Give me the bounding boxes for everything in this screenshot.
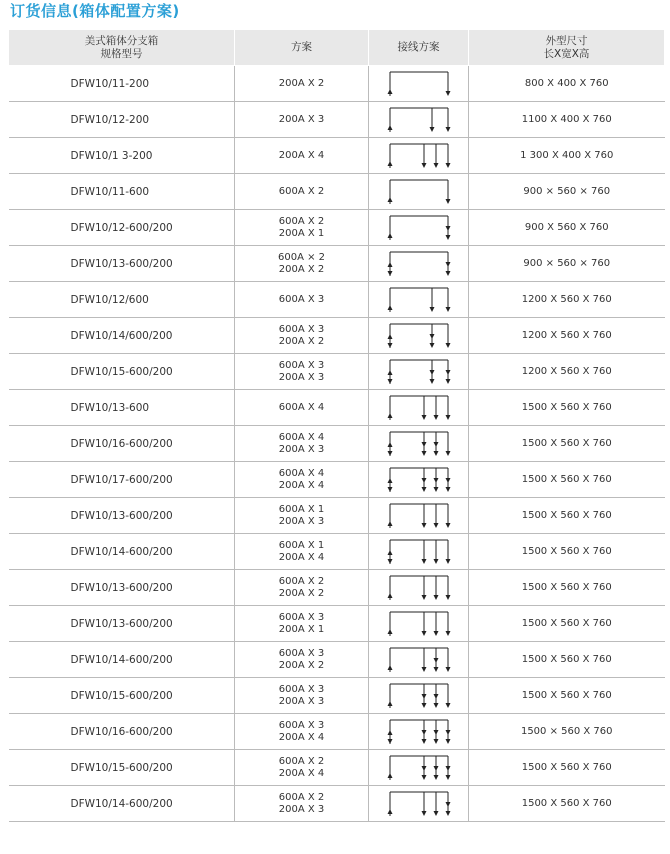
outgoing-arrow-icon [445, 343, 450, 348]
wiring-diagram-icon [384, 609, 454, 639]
incoming-arrow-icon [387, 739, 392, 744]
scheme-line: 600A X 4 [278, 401, 325, 413]
outgoing-arrow-icon [445, 703, 450, 708]
size-cell: 1500 X 560 X 760 [469, 570, 665, 606]
outgoing-arrow-icon [421, 559, 426, 564]
outgoing-arrow-icon [433, 478, 438, 483]
wiring-diagram-icon [384, 141, 454, 171]
wiring-diagram-icon [384, 573, 454, 603]
scheme-cell [235, 246, 369, 282]
outgoing-arrow-icon [421, 451, 426, 456]
outgoing-arrow-icon [433, 766, 438, 771]
incoming-arrow-icon [387, 343, 392, 348]
header-size-line-1: 外型尺寸 [545, 34, 588, 47]
table-row [9, 714, 665, 750]
outgoing-arrow-icon [433, 703, 438, 708]
incoming-arrow-icon [387, 629, 392, 634]
scheme-cell [235, 534, 369, 570]
size-cell: 900 × 560 × 760 [469, 174, 665, 210]
model-cell: DFW10/12/600 [9, 282, 235, 318]
wiring-diagram-icon [384, 681, 454, 711]
size-cell: 1200 X 560 X 760 [469, 318, 665, 354]
incoming-arrow-icon [387, 262, 392, 267]
scheme-cell [235, 174, 369, 210]
scheme-line: 600A X 3 [278, 683, 325, 695]
scheme-line: 200A X 4 [278, 479, 325, 491]
incoming-arrow-icon [387, 559, 392, 564]
wiring-cell [369, 642, 469, 678]
incoming-arrow-icon [387, 379, 392, 384]
page-title: 订货信息(箱体配置方案) [10, 2, 180, 20]
outgoing-arrow-icon [421, 703, 426, 708]
size-cell: 1200 X 560 X 760 [469, 282, 665, 318]
outgoing-arrow-icon [421, 442, 426, 447]
scheme-line: 200A X 4 [278, 149, 325, 161]
scheme-cell [235, 570, 369, 606]
wiring-diagram-icon [384, 69, 454, 99]
scheme-cell [235, 318, 369, 354]
table-row [9, 426, 665, 462]
scheme-line: 200A X 2 [278, 263, 325, 275]
outgoing-arrow-icon [421, 631, 426, 636]
wiring-cell [369, 570, 469, 606]
model-cell: DFW10/1 3-200 [9, 138, 235, 174]
model-cell: DFW10/14-600/200 [9, 642, 235, 678]
incoming-arrow-icon [387, 370, 392, 375]
wiring-cell [369, 102, 469, 138]
outgoing-arrow-icon [421, 775, 426, 780]
size-cell: 1500 X 560 X 760 [469, 606, 665, 642]
outgoing-arrow-icon [433, 631, 438, 636]
table-row [9, 66, 665, 102]
scheme-cell [235, 354, 369, 390]
incoming-arrow-icon [387, 125, 392, 130]
wiring-diagram-icon [384, 789, 454, 819]
scheme-line: 600A X 4 [278, 431, 325, 443]
scheme-line: 600A × 2 [277, 251, 326, 263]
size-cell: 1500 X 560 X 760 [469, 786, 665, 822]
model-cell: DFW10/11-200 [9, 66, 235, 102]
outgoing-arrow-icon [445, 370, 450, 375]
outgoing-arrow-icon [433, 811, 438, 816]
scheme-line: 600A X 3 [278, 293, 325, 305]
model-cell: DFW10/15-600/200 [9, 678, 235, 714]
outgoing-arrow-icon [445, 766, 450, 771]
size-cell: 900 × 560 × 760 [469, 246, 665, 282]
incoming-arrow-icon [387, 442, 392, 447]
outgoing-arrow-icon [445, 307, 450, 312]
wiring-cell [369, 426, 469, 462]
outgoing-arrow-icon [433, 451, 438, 456]
scheme-cell [235, 606, 369, 642]
outgoing-arrow-icon [433, 730, 438, 735]
outgoing-arrow-icon [433, 658, 438, 663]
scheme-cell [235, 282, 369, 318]
wiring-cell [369, 498, 469, 534]
model-cell: DFW10/13-600/200 [9, 498, 235, 534]
size-cell: 1500 X 560 X 760 [469, 642, 665, 678]
outgoing-arrow-icon [445, 595, 450, 600]
size-cell: 1500 X 560 X 760 [469, 462, 665, 498]
scheme-line: 200A X 2 [278, 77, 325, 89]
incoming-arrow-icon [387, 809, 392, 814]
scheme-cell [235, 786, 369, 822]
scheme-line: 600A X 3 [278, 719, 325, 731]
outgoing-arrow-icon [421, 595, 426, 600]
outgoing-arrow-icon [445, 487, 450, 492]
outgoing-arrow-icon [433, 487, 438, 492]
incoming-arrow-icon [387, 334, 392, 339]
scheme-cell [235, 750, 369, 786]
table-row [9, 174, 665, 210]
scheme-cell [235, 426, 369, 462]
size-cell: 1200 X 560 X 760 [469, 354, 665, 390]
scheme-cell [235, 498, 369, 534]
wiring-diagram-icon [384, 105, 454, 135]
model-cell: DFW10/14-600/200 [9, 786, 235, 822]
scheme-line: 200A X 4 [278, 767, 325, 779]
incoming-arrow-icon [387, 233, 392, 238]
wiring-diagram-icon [384, 645, 454, 675]
scheme-line: 600A X 1 [278, 503, 325, 515]
header-model-line-2: 规格型号 [100, 47, 143, 60]
table-row [9, 498, 665, 534]
scheme-cell [235, 462, 369, 498]
outgoing-arrow-icon [429, 127, 434, 132]
size-cell: 1100 X 400 X 760 [469, 102, 665, 138]
wiring-cell [369, 318, 469, 354]
table-row [9, 102, 665, 138]
incoming-arrow-icon [387, 593, 392, 598]
scheme-cell [235, 102, 369, 138]
outgoing-arrow-icon [433, 775, 438, 780]
model-cell: DFW10/14/600/200 [9, 318, 235, 354]
model-cell: DFW10/16-600/200 [9, 426, 235, 462]
incoming-arrow-icon [387, 161, 392, 166]
outgoing-arrow-icon [429, 379, 434, 384]
scheme-line: 200A X 3 [278, 695, 325, 707]
outgoing-arrow-icon [445, 478, 450, 483]
wiring-cell [369, 282, 469, 318]
table-row [9, 678, 665, 714]
wiring-cell [369, 678, 469, 714]
outgoing-arrow-icon [433, 667, 438, 672]
table-row [9, 138, 665, 174]
wiring-cell [369, 606, 469, 642]
size-cell: 1500 X 560 X 760 [469, 390, 665, 426]
outgoing-arrow-icon [445, 730, 450, 735]
model-cell: DFW10/13-600/200 [9, 570, 235, 606]
scheme-line: 200A X 4 [278, 731, 325, 743]
model-cell: DFW10/12-200 [9, 102, 235, 138]
outgoing-arrow-icon [445, 226, 450, 231]
scheme-line: 600A X 2 [278, 755, 325, 767]
scheme-cell [235, 66, 369, 102]
size-cell: 1500 X 560 X 760 [469, 750, 665, 786]
table-row [9, 750, 665, 786]
outgoing-arrow-icon [445, 235, 450, 240]
table-row [9, 246, 665, 282]
scheme-cell [235, 642, 369, 678]
wiring-diagram-icon [384, 357, 454, 387]
scheme-line: 600A X 4 [278, 467, 325, 479]
outgoing-arrow-icon [445, 379, 450, 384]
wiring-diagram-icon [384, 753, 454, 783]
incoming-arrow-icon [387, 487, 392, 492]
outgoing-arrow-icon [429, 334, 434, 339]
table-row [9, 642, 665, 678]
incoming-arrow-icon [387, 550, 392, 555]
scheme-cell [235, 390, 369, 426]
wiring-cell [369, 66, 469, 102]
outgoing-arrow-icon [421, 163, 426, 168]
scheme-cell [235, 138, 369, 174]
scheme-line: 200A X 3 [278, 113, 325, 125]
outgoing-arrow-icon [445, 802, 450, 807]
order-info-table [8, 29, 665, 822]
size-cell: 1500 X 560 X 760 [469, 678, 665, 714]
model-cell: DFW10/16-600/200 [9, 714, 235, 750]
outgoing-arrow-icon [445, 631, 450, 636]
outgoing-arrow-icon [421, 694, 426, 699]
outgoing-arrow-icon [445, 262, 450, 267]
table-body [9, 66, 665, 822]
outgoing-arrow-icon [433, 739, 438, 744]
wiring-diagram-icon [384, 429, 454, 459]
scheme-line: 200A X 1 [278, 623, 325, 635]
header-size-line-2: 长X宽X高 [543, 47, 590, 60]
incoming-arrow-icon [387, 665, 392, 670]
scheme-line: 200A X 4 [278, 551, 325, 563]
incoming-arrow-icon [387, 730, 392, 735]
outgoing-arrow-icon [445, 415, 450, 420]
scheme-cell [235, 714, 369, 750]
outgoing-arrow-icon [429, 307, 434, 312]
header-size [469, 30, 665, 66]
wiring-cell [369, 750, 469, 786]
incoming-arrow-icon [387, 521, 392, 526]
wiring-cell [369, 354, 469, 390]
outgoing-arrow-icon [421, 415, 426, 420]
wiring-cell [369, 210, 469, 246]
model-cell: DFW10/13-600 [9, 390, 235, 426]
table-row [9, 570, 665, 606]
table-row [9, 534, 665, 570]
scheme-cell [235, 678, 369, 714]
scheme-line: 600A X 2 [278, 791, 325, 803]
wiring-cell [369, 390, 469, 426]
wiring-diagram-icon [384, 177, 454, 207]
header-model-line-1: 美式箱体分支箱 [84, 34, 159, 47]
scheme-line: 200A X 3 [278, 515, 325, 527]
incoming-arrow-icon [387, 773, 392, 778]
scheme-line: 600A X 3 [278, 359, 325, 371]
incoming-arrow-icon [387, 701, 392, 706]
outgoing-arrow-icon [421, 811, 426, 816]
outgoing-arrow-icon [445, 559, 450, 564]
wiring-diagram-icon [384, 501, 454, 531]
table-row [9, 786, 665, 822]
scheme-line: 600A X 2 [278, 575, 325, 587]
table-row [9, 210, 665, 246]
outgoing-arrow-icon [429, 343, 434, 348]
table-row [9, 462, 665, 498]
wiring-diagram-icon [384, 321, 454, 351]
model-cell: DFW10/14-600/200 [9, 534, 235, 570]
wiring-cell [369, 246, 469, 282]
outgoing-arrow-icon [433, 415, 438, 420]
wiring-diagram-icon [384, 393, 454, 423]
table-row [9, 606, 665, 642]
model-cell: DFW10/13-600/200 [9, 606, 235, 642]
outgoing-arrow-icon [433, 694, 438, 699]
wiring-diagram-icon [384, 465, 454, 495]
scheme-line: 600A X 1 [278, 539, 325, 551]
size-cell: 1500 × 560 X 760 [469, 714, 665, 750]
scheme-line: 200A X 2 [278, 587, 325, 599]
scheme-line: 600A X 2 [278, 185, 325, 197]
outgoing-arrow-icon [433, 559, 438, 564]
size-cell: 1500 X 560 X 760 [469, 534, 665, 570]
outgoing-arrow-icon [445, 811, 450, 816]
outgoing-arrow-icon [429, 370, 434, 375]
scheme-line: 200A X 3 [278, 371, 325, 383]
outgoing-arrow-icon [445, 91, 450, 96]
outgoing-arrow-icon [421, 766, 426, 771]
scheme-line: 600A X 3 [278, 323, 325, 335]
scheme-line: 200A X 3 [278, 803, 325, 815]
size-cell: 1500 X 560 X 760 [469, 426, 665, 462]
wiring-cell [369, 714, 469, 750]
outgoing-arrow-icon [421, 739, 426, 744]
wiring-diagram-icon [384, 285, 454, 315]
outgoing-arrow-icon [445, 667, 450, 672]
incoming-arrow-icon [387, 305, 392, 310]
table-row [9, 354, 665, 390]
header-scheme: 方案 [235, 30, 369, 66]
wiring-cell [369, 786, 469, 822]
outgoing-arrow-icon [445, 739, 450, 744]
outgoing-arrow-icon [421, 487, 426, 492]
model-cell: DFW10/17-600/200 [9, 462, 235, 498]
model-cell: DFW10/15-600/200 [9, 354, 235, 390]
model-cell: DFW10/12-600/200 [9, 210, 235, 246]
outgoing-arrow-icon [421, 478, 426, 483]
header-wiring: 接线方案 [369, 30, 469, 66]
wiring-diagram-icon [384, 717, 454, 747]
table-row [9, 318, 665, 354]
incoming-arrow-icon [387, 478, 392, 483]
outgoing-arrow-icon [433, 163, 438, 168]
scheme-line: 200A X 1 [278, 227, 325, 239]
outgoing-arrow-icon [421, 730, 426, 735]
size-cell: 1 300 X 400 X 760 [469, 138, 665, 174]
table-header-row [9, 30, 665, 66]
scheme-line: 200A X 2 [278, 335, 325, 347]
table-row [9, 282, 665, 318]
outgoing-arrow-icon [445, 451, 450, 456]
outgoing-arrow-icon [433, 595, 438, 600]
scheme-cell [235, 210, 369, 246]
wiring-diagram-icon [384, 213, 454, 243]
wiring-diagram-icon [384, 249, 454, 279]
outgoing-arrow-icon [445, 163, 450, 168]
outgoing-arrow-icon [421, 667, 426, 672]
size-cell: 900 X 560 X 760 [469, 210, 665, 246]
incoming-arrow-icon [387, 197, 392, 202]
scheme-line: 600A X 2 [278, 215, 325, 227]
wiring-cell [369, 462, 469, 498]
outgoing-arrow-icon [445, 199, 450, 204]
table-row [9, 390, 665, 426]
scheme-line: 600A X 3 [278, 647, 325, 659]
wiring-cell [369, 534, 469, 570]
header-model [9, 30, 235, 66]
model-cell: DFW10/15-600/200 [9, 750, 235, 786]
size-cell: 800 X 400 X 760 [469, 66, 665, 102]
size-cell: 1500 X 560 X 760 [469, 498, 665, 534]
incoming-arrow-icon [387, 271, 392, 276]
scheme-line: 200A X 3 [278, 443, 325, 455]
model-cell: DFW10/11-600 [9, 174, 235, 210]
wiring-cell [369, 174, 469, 210]
model-cell: DFW10/13-600/200 [9, 246, 235, 282]
incoming-arrow-icon [387, 413, 392, 418]
outgoing-arrow-icon [445, 775, 450, 780]
wiring-cell [369, 138, 469, 174]
outgoing-arrow-icon [433, 442, 438, 447]
incoming-arrow-icon [387, 451, 392, 456]
outgoing-arrow-icon [421, 523, 426, 528]
outgoing-arrow-icon [433, 523, 438, 528]
scheme-line: 600A X 3 [278, 611, 325, 623]
outgoing-arrow-icon [445, 271, 450, 276]
scheme-line: 200A X 2 [278, 659, 325, 671]
outgoing-arrow-icon [445, 523, 450, 528]
outgoing-arrow-icon [445, 127, 450, 132]
incoming-arrow-icon [387, 89, 392, 94]
wiring-diagram-icon [384, 537, 454, 567]
